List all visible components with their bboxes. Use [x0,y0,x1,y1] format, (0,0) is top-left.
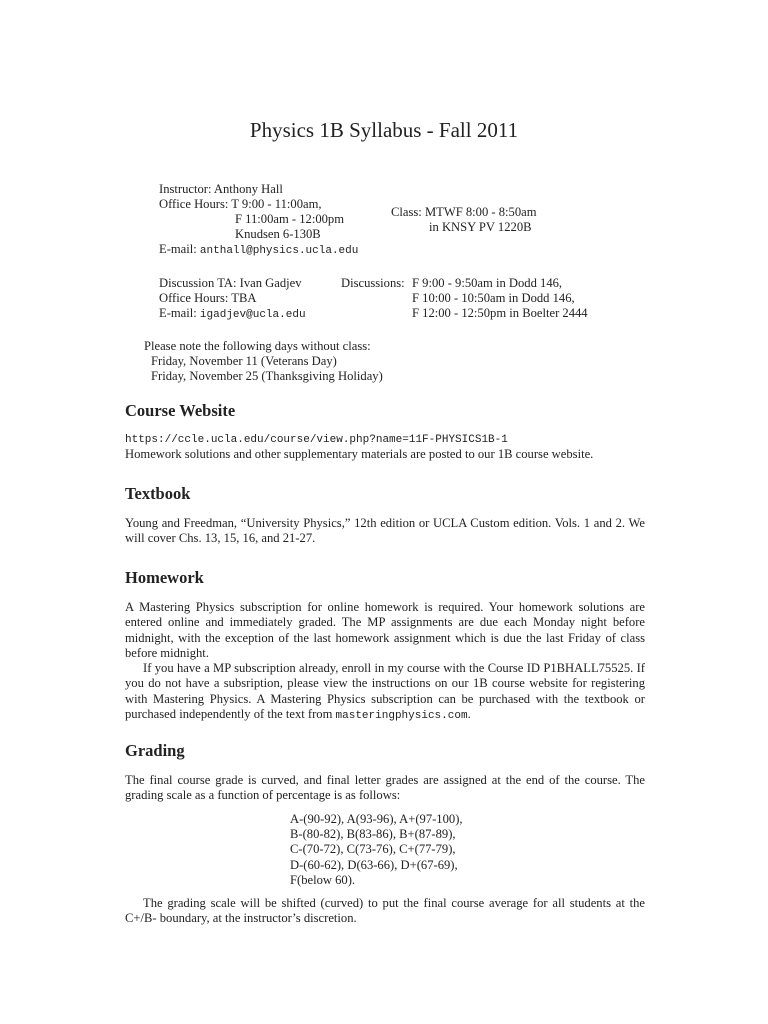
instructor-email[interactable]: anthall@physics.ucla.edu [199,245,359,257]
ta-name: Discussion TA: Ivan Gadjev [159,276,302,290]
instructor-email-row [159,242,358,259]
ta-email-label: E-mail: [159,306,200,320]
ta-office-hours: Office Hours: TBA [159,291,257,305]
grading-note-paragraph [125,896,645,927]
class-schedule: Class: MTWF 8:00 - 8:50am [391,205,537,219]
grading-intro-paragraph [125,773,645,804]
course-website-heading: Course Website [125,401,236,420]
class-location: in KNSY PV 1220B [429,220,532,234]
grade-scale-row: B-(80-82), B(83-86), B+(87-89), [290,827,456,842]
grading-intro: The final course grade is curved, and final letter grades are assigned at the end of the course. The grading scale as a function of percentage is as follows: [125,773,645,803]
grading-note: The grading scale will be shifted (curved) to put the final course average for all students at the C+/B- boundary, at the instructor’s discretion. [125,896,645,926]
discussion-item: F 12:00 - 12:50pm in Boelter 2444 [412,306,588,320]
homework-paragraph-1: A Mastering Physics subscription for online homework is required. Your homework solutions are entered online and immediately graded. The MP assignments are due each Monday night before midnight, with the exception of the last homework assignment which is due the last Friday of class before midnight. [125,600,645,660]
course-website-text: Homework solutions and other supplementary materials are posted to our 1B course website. [125,447,594,461]
course-website-url[interactable]: https://ccle.ucla.edu/course/view.php?name=11F-PHYSICS1B-1 [125,434,508,446]
instructor-office-hours-2: F 11:00am - 12:00pm [235,212,345,226]
no-class-day: Friday, November 11 (Veterans Day) [151,354,337,368]
grading-scale [290,812,463,888]
homework-paragraph-2-end: . [467,707,471,722]
instructor-email-label: E-mail: [159,242,200,256]
discussions-label: Discussions: [341,276,405,290]
homework-heading: Homework [125,568,204,587]
ta-email[interactable]: igadjev@ucla.edu [199,309,306,321]
homework-paragraph-2 [125,661,645,724]
instructor-name: Instructor: Anthony Hall [159,182,283,196]
grade-scale-row: F(below 60). [290,872,356,887]
no-class-day: Friday, November 25 (Thanksgiving Holiday) [151,369,383,383]
homework-paragraphs [125,600,645,724]
grade-scale-row: D-(60-62), D(63-66), D+(67-69), [290,857,458,872]
ta-email-row [159,306,306,323]
textbook-heading: Textbook [125,484,191,503]
instructor-office-location: Knudsen 6-130B [235,227,321,241]
textbook-text: Young and Freedman, “University Physics,” 12th edition or UCLA Custom edition. Vols. 1 and 2. We will cover Chs. 13, 15, 16, and 21-27. [125,516,645,546]
no-class-intro: Please note the following days without class: [144,339,371,353]
grade-scale-row: A-(90-92), A(93-96), A+(97-100), [290,812,463,826]
mastering-physics-link[interactable]: masteringphysics.com [335,710,468,723]
textbook-paragraph [125,516,645,547]
homework-paragraph-2-text: If you have a MP subscription already, enroll in my course with the Course ID P1BHALL75525. If you do not have a subsription, please view the instructions on our 1B course website for registering with Mastering Physics. A Mastering Physics subscription can be purchased with the textbook or purchased independently of the text from [125,661,645,722]
instructor-office-hours-1: Office Hours: T 9:00 - 11:00am, [159,197,322,211]
discussion-item: F 9:00 - 9:50am in Dodd 146, [412,276,563,290]
discussion-item: F 10:00 - 10:50am in Dodd 146, [412,291,575,305]
grade-scale-row: C-(70-72), C(73-76), C+(77-79), [290,842,456,857]
grading-heading: Grading [125,741,185,760]
page-title: Physics 1B Syllabus - Fall 2011 [249,118,519,142]
